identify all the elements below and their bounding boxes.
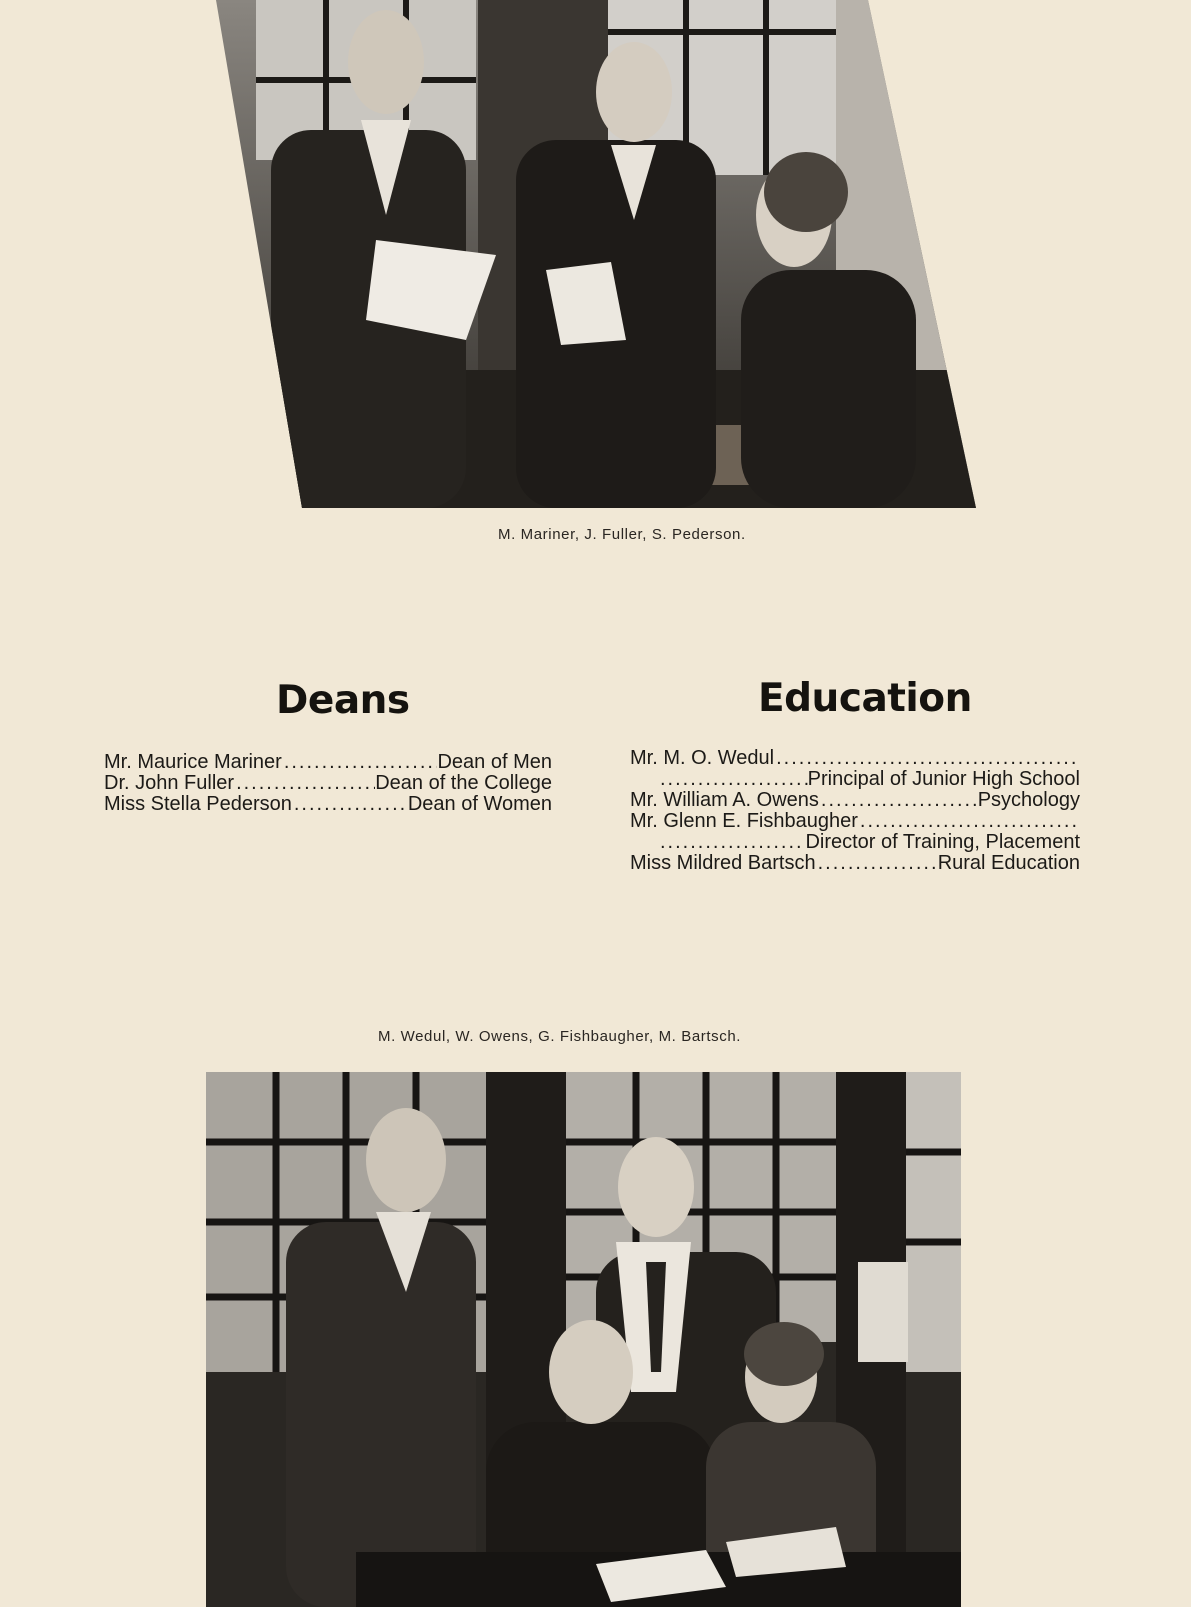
entry-role: Psychology (977, 789, 1080, 811)
education-entry (630, 811, 1080, 832)
leader-dots (234, 773, 375, 794)
leader-dots (292, 794, 408, 815)
entry-name: Mr. Maurice Mariner (104, 751, 282, 773)
entry-name: Miss Stella Pederson (104, 793, 292, 815)
entry-role: Dean of the College (375, 772, 552, 794)
education-entry (630, 790, 1080, 811)
top-photo-caption: M. Mariner, J. Fuller, S. Pederson. (498, 526, 746, 543)
entry-name: Mr. M. O. Wedul (630, 747, 775, 769)
education-heading: Education (758, 676, 972, 721)
education-entry-continued (630, 832, 1080, 853)
entry-role: Rural Education (937, 852, 1080, 874)
entry-role: Principal of Junior High School (807, 768, 1080, 790)
entry-name: Mr. Glenn E. Fishbaugher (630, 810, 858, 832)
deans-entry (104, 794, 552, 815)
leader-dots (774, 748, 1080, 769)
leader-dots (282, 752, 438, 773)
leader-dots (658, 769, 808, 790)
deans-list (104, 752, 552, 815)
education-group-photo (206, 1072, 961, 1607)
education-entry (630, 853, 1080, 874)
leader-dots (819, 790, 978, 811)
deans-entry (104, 752, 552, 773)
bottom-photo-caption: M. Wedul, W. Owens, G. Fishbaugher, M. Bartsch. (378, 1028, 742, 1045)
entry-name: Miss Mildred Bartsch (630, 852, 816, 874)
entry-role: Director of Training, Placement (805, 831, 1080, 853)
deans-entry (104, 773, 552, 794)
deans-heading: Deans (276, 678, 410, 723)
leader-dots (658, 832, 805, 853)
leader-dots (816, 853, 938, 874)
education-list (630, 748, 1080, 874)
entry-role: Dean of Men (437, 751, 552, 773)
education-entry (630, 748, 1080, 769)
entry-role: Dean of Women (407, 793, 552, 815)
entry-name: Mr. William A. Owens (630, 789, 819, 811)
education-entry-continued (630, 769, 1080, 790)
deans-group-photo (216, 0, 976, 508)
leader-dots (858, 811, 1080, 832)
entry-name: Dr. John Fuller (104, 772, 235, 794)
